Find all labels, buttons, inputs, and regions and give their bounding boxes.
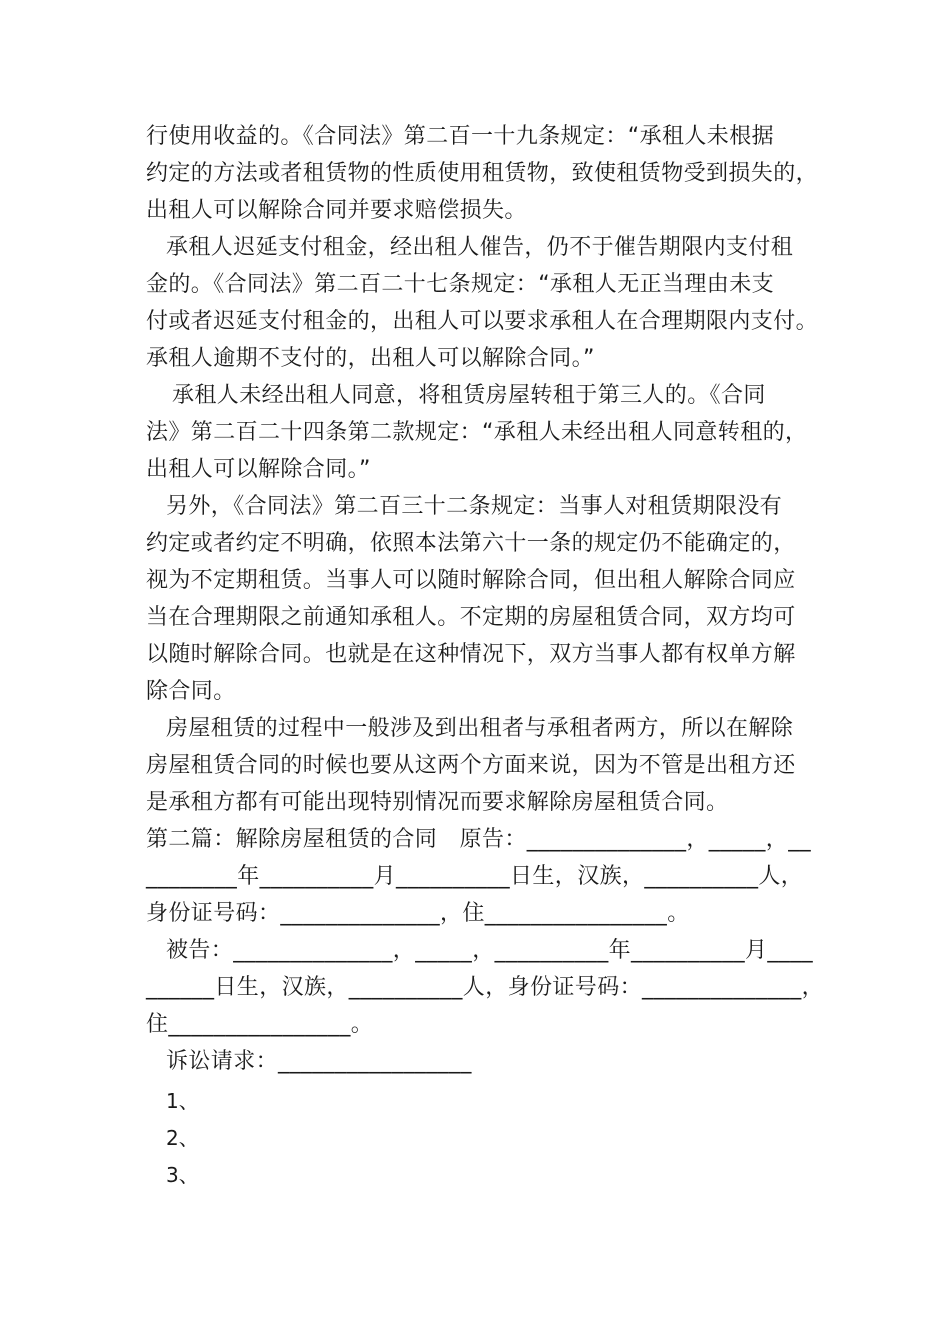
claims-heading: 诉讼请求：_________________ — [166, 1049, 472, 1074]
text-line: 身份证号码：______________，住________________。 — [146, 901, 690, 926]
text-line: 承租人逾期不支付的，出租人可以解除合同。” — [146, 346, 595, 371]
text-line: 视为不定期租赁。当事人可以随时解除合同，但出租人解除合同应 — [146, 568, 796, 593]
text-line: 承租人迟延支付租金，经出租人催告，仍不于催告期限内支付租 — [166, 235, 794, 260]
text-line: 约定的方法或者租赁物的性质使用租赁物，致使租赁物受到损失的， — [146, 161, 819, 186]
text-line: 金的。《合同法》第二百二十七条规定：“承租人无正当理由未支 — [146, 272, 774, 297]
text-line: 承租人未经出租人同意，将租赁房屋转租于第三人的。《合同 — [172, 383, 766, 408]
text-line: 另外，《合同法》第二百三十二条规定：当事人对租赁期限没有 — [166, 494, 783, 519]
claim-list-item: 1、 — [166, 1089, 199, 1113]
section-heading-line: 第二篇：解除房屋租赁的合同 原告：______________，_____，__ — [146, 827, 812, 852]
text-line: ______日生，汉族，__________人，身份证号码：______________， — [146, 975, 825, 1000]
claim-list-item: 3、 — [166, 1163, 199, 1187]
claim-list-item: 2、 — [166, 1126, 199, 1150]
text-line: 除合同。 — [146, 679, 236, 704]
text-line: 约定或者约定不明确，依照本法第六十一条的规定仍不能确定的， — [146, 531, 796, 556]
text-line: 出租人可以解除合同。” — [146, 457, 371, 482]
text-line: 当在合理期限之前通知承租人。不定期的房屋租赁合同，双方均可 — [146, 605, 796, 630]
text-line: 付或者迟延支付租金的，出租人可以要求承租人在合理期限内支付。 — [146, 309, 819, 334]
text-line: 被告：______________，_____，__________年__________月____ — [166, 938, 814, 963]
text-line: ________年__________月__________日生，汉族，__________人， — [146, 864, 804, 889]
text-line: 是承租方都有可能出现特别情况而要求解除房屋租赁合同。 — [146, 790, 729, 815]
text-line: 法》第二百二十四条第二款规定：“承租人未经出租人同意转租的， — [146, 420, 808, 445]
text-line: 行使用收益的。《合同法》第二百一十九条规定：“承租人未根据 — [146, 124, 774, 149]
text-line: 出租人可以解除合同并要求赔偿损失。 — [146, 198, 527, 223]
text-line: 房屋租赁的过程中一般涉及到出租者与承租者两方，所以在解除 — [166, 716, 794, 741]
text-line: 以随时解除合同。也就是在这种情况下，双方当事人都有权单方解 — [146, 642, 796, 667]
text-line: 住________________。 — [146, 1012, 374, 1037]
text-line: 房屋租赁合同的时候也要从这两个方面来说，因为不管是出租方还 — [146, 753, 796, 778]
